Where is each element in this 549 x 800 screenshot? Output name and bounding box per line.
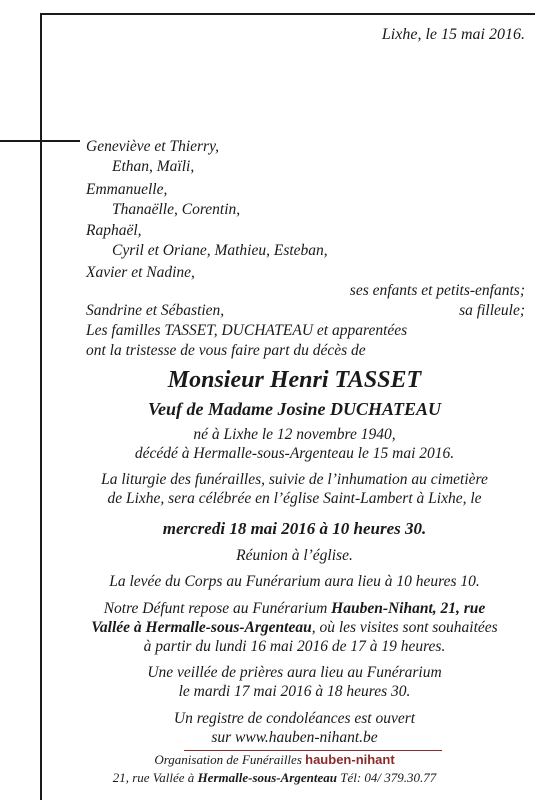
visits-line-2-text: , où les visites sont souhaitées (311, 619, 498, 636)
vigil-line-2: le mardi 17 mai 2016 à 18 heures 30. (178, 683, 411, 700)
footer-addr-town: Hermalle-sous-Argenteau (197, 770, 337, 785)
register-line-1: Un registre de condoléances est ouvert (173, 710, 416, 727)
death-line: décédé à Hermalle-sous-Argenteau le 15 mai 2016. (134, 445, 455, 462)
place-date: Lixhe, le 15 mai 2016. (381, 26, 525, 43)
meeting-line: Réunion à l’église. (236, 547, 353, 564)
family-line-9-left: Sandrine et Sébastien, (86, 302, 225, 319)
visits-line-3: à partir du lundi 16 mai 2016 de 17 à 19 heures. (143, 638, 446, 655)
levee-line: La levée du Corps au Funérarium aura lieu à 10 heures 10. (109, 573, 480, 590)
visits-line-2 (40, 619, 549, 637)
birth-line: né à Lixhe le 12 novembre 1940, (193, 426, 396, 443)
visits-line-1-text: Notre Défunt repose au Funérarium (103, 600, 332, 617)
funeral-home-brand-logo: hauben-nihant (305, 752, 395, 767)
footer-addr-street: 21, rue Vallée à (112, 770, 198, 785)
register-line-2: sur www.hauben-nihant.be (211, 729, 378, 746)
family-line-7: Xavier et Nadine, (86, 264, 195, 281)
liturgy-line-2: de Lixhe, sera célébrée en l’église Saint-Lambert à Lixhe, le (107, 490, 482, 507)
family-line-4: Thanaëlle, Corentin, (112, 201, 241, 218)
family-line-5: Raphaël, (86, 222, 142, 239)
family-line-9-right: sa filleule; (459, 302, 525, 319)
footer-organisation (0, 752, 549, 768)
family-line-11: ont la tristesse de vous faire part du décès de (86, 342, 366, 359)
funeral-datetime: mercredi 18 mai 2016 à 10 heures 30. (162, 519, 427, 538)
footer-divider (184, 750, 442, 751)
deceased-name: Monsieur Henri TASSET (167, 367, 422, 393)
cross-vertical-bar (40, 84, 42, 214)
liturgy-line-1: La liturgie des funérailles, suivie de l’inhumation au cimetière (101, 471, 488, 488)
footer-address (0, 770, 549, 786)
frame-top-border (40, 13, 535, 15)
footer-addr-phone: Tél: 04/ 379.30.77 (336, 770, 437, 785)
funeral-home-locality-bold: Vallée à Hermalle-sous-Argenteau (91, 619, 312, 636)
family-line-6: Cyril et Oriane, Mathieu, Esteban, (112, 242, 328, 259)
visits-line-1 (40, 600, 549, 618)
funeral-home-address-bold: Hauben-Nihant, 21, rue (331, 600, 486, 617)
cross-horizontal-bar (0, 140, 80, 142)
family-line-10: Les familles TASSET, DUCHATEAU et apparentées (86, 322, 408, 339)
family-line-1: Geneviève et Thierry, (86, 138, 219, 155)
footer-org-label: Organisation de Funérailles (154, 752, 306, 767)
family-line-8: ses enfants et petits-enfants; (349, 282, 525, 299)
family-line-2: Ethan, Maïli, (112, 158, 195, 175)
family-line-3: Emmanuelle, (86, 181, 168, 198)
vigil-line-1: Une veillée de prières aura lieu au Funérarium (147, 664, 442, 681)
widow-line: Veuf de Madame Josine DUCHATEAU (147, 399, 442, 419)
